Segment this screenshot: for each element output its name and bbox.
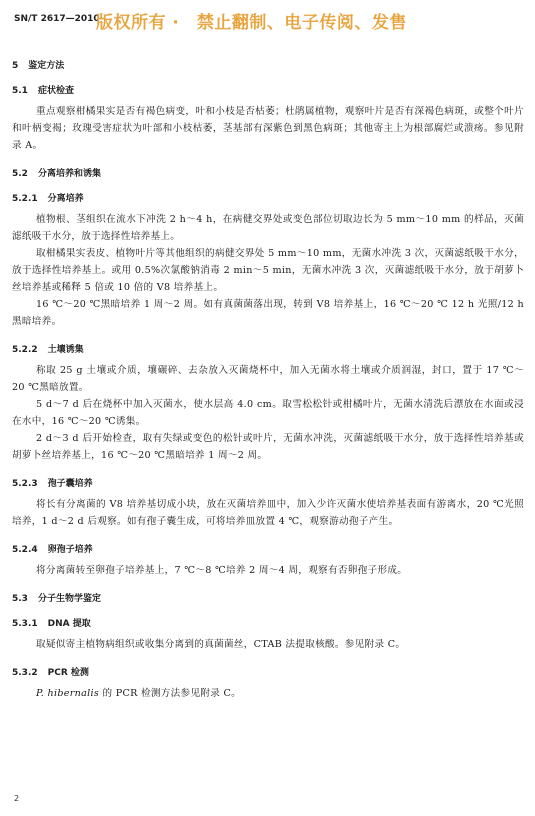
body-paragraph: 称取 25 g 土壤或介质，壤碾碎、去杂放入灭菌烧杯中，加入无菌水将土壤或介质润湿，封口，置于 17 ℃～20 ℃黑暗放置。 [12,365,524,393]
pcr-text: 的 PCR 检测方法参见附录 C。 [99,688,242,699]
section-number: 5.2 [12,169,28,179]
body-paragraph: 将长有分离菌的 V8 培养基切成小块，放在灭菌培养皿中，加入少许灭菌水使培养基表面有游离水，20 ℃光照培养，1 d～2 d 后观察。如有孢子囊生成，可将培养皿放置 4 ℃，观察游动孢子产生。 [12,499,524,527]
section-heading-s5-2-3 [12,476,524,489]
body-paragraph: 取柑橘果实表皮、植物叶片等其他组织的病健交界处 5 mm～10 mm，无菌水冲洗 3 次，灭菌滤纸吸干水分，放于选择性培养基上。或用 0.5%次氯酸钠消毒 2 min～5 min，无菌水冲洗 3 次，灭菌滤纸吸干水分，放于胡萝卜丝培养基或稀释 5 倍或 10 倍的 V8 培养基上。 [12,248,524,293]
section-heading-s5-2-2 [12,342,524,355]
section-heading-s5-2-4 [12,542,524,555]
section-title: 分离培养 [47,194,84,204]
section-number: 5.2.4 [12,545,38,555]
section-title: 分离培养和诱集 [37,169,101,179]
section-heading-s5-3-2 [12,665,524,678]
body-paragraph: 2 d～3 d 后开始检查，取有失绿或变色的松针或叶片，无菌水冲洗，灭菌滤纸吸干水分，放于选择性培养基或胡萝卜丝培养基上，16 ℃～20 ℃黑暗培养 1 周～2 周。 [12,433,524,461]
document-body [12,58,524,702]
section-title: 分子生物学鉴定 [37,594,101,604]
section-heading-s5-2 [12,166,524,179]
section-title: 孢子囊培养 [47,479,93,489]
section-number: 5.3 [12,594,28,604]
section-title: 土壤诱集 [47,345,84,355]
section-number: 5.2.2 [12,345,38,355]
section-number: 5.2.3 [12,479,38,489]
body-paragraph: 取疑似寄主植物病组织或收集分离到的真菌菌丝，CTAB 法提取核酸。参见附录 C。 [36,639,406,650]
section-title: DNA 提取 [47,619,91,629]
body-paragraph: 重点观察柑橘果实是否有褐色病变，叶和小枝是否枯萎；杜鹃属植物，观察叶片是否有深褐色病斑，或整个叶片和叶柄变褐；玫瑰受害症状为叶部和小枝枯萎，茎基部有深紫色到黑色病斑；其他寄主上为根部腐烂或溃疡。参见附录 A。 [12,106,524,151]
copyright-watermark: 版权所有 · 禁止翻制、电子传阅、发售 [96,13,407,33]
section-title: 卵孢子培养 [47,545,93,555]
body-paragraph: 5 d～7 d 后在烧杯中加入灭菌水，使水层高 4.0 cm。取雪松松针或柑橘叶片，无菌水清洗后漂放在水面或浸在水中，16 ℃～20 ℃诱集。 [12,399,524,427]
section-heading-s5-2-1 [12,191,524,204]
body-paragraph: 将分离菌转至卵孢子培养基上，7 ℃～8 ℃培养 2 周～4 周，观察有否卵孢子形成。 [36,565,408,576]
page-number: 2 [14,794,20,803]
section-heading-s5-3 [12,591,524,604]
section-heading-s5-3-1 [12,616,524,629]
section-title: 症状检查 [37,86,74,96]
species-name: P. hibernalis [36,688,100,699]
section-number: 5.3.1 [12,619,38,629]
section-title: PCR 检测 [47,668,89,678]
body-paragraph: 植物根、茎组织在流水下冲洗 2 h～4 h，在病健交界处或变色部位切取边长为 5 mm～10 mm 的样品，灭菌滤纸吸干水分，放于选择性培养基上。 [12,214,524,242]
section-number: 5 [12,61,19,71]
section-number: 5.2.1 [12,194,38,204]
body-paragraph: 16 ℃～20 ℃黑暗培养 1 周～2 周。如有真菌菌落出现，转到 V8 培养基上，16 ℃～20 ℃ 12 h 光照/12 h 黑暗培养。 [12,299,524,327]
section-heading-s5-1 [12,83,524,96]
section-heading-s5 [12,58,524,71]
section-number: 5.1 [12,86,28,96]
pcr-paragraph [12,685,524,702]
section-number: 5.3.2 [12,668,38,678]
section-title: 鉴定方法 [28,61,65,71]
document-id: SN/T 2617—2010 [14,14,100,24]
